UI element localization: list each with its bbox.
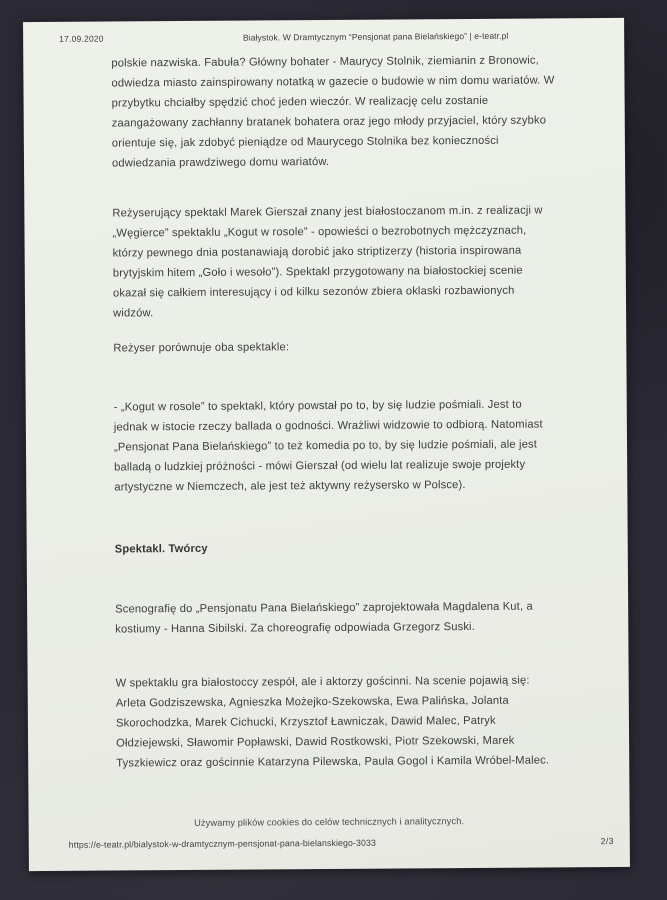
print-footer bbox=[69, 836, 614, 850]
article-paragraph-lead-in: Reżyser porównuje oba spektakle: bbox=[113, 341, 290, 355]
cookie-notice: Używamy plików cookies do celów technicznych i analitycznych. bbox=[194, 816, 465, 828]
document-page bbox=[23, 18, 630, 871]
article-paragraph-quote: - „Kogut w rosole” to spektakl, który powstał po to, by się ludzie pośmiali. Jest to jednak w istocie rzeczy ballada o godności. Wrażliwi widzowie to odbiorą. Natomiast „Pensjonat Pana Bielańskiego” to też komedia po to, by się ludzie pośmiali, ale jest balladą o ludzkiej próżności - mówi Gierszał (od wielu lat realizuje swoje projekty artystyczne w Niemczech, ale jest też aktywny reżysersko w Polsce). bbox=[113, 398, 543, 494]
article-paragraph-director: Reżyserujący spektakl Marek Gierszał znany jest białostoczanom m.in. z realizacji w „Węgierce” spektaklu „Kogut w rosole” - opowieści o bezrobotnych mężczyznach, którzy pewnego dnia postanawiają dorobić jako striptizerzy (historia inspirowana brytyjskim hitem „Goło i wesoło”). Spektakl przygotowany na białostockiej scenie okazał się całkiem interesujący i od kilku sezonów zbiera oklaski rozbawionych widzów. bbox=[112, 204, 543, 320]
print-date: 17.09.2020 bbox=[59, 33, 104, 44]
section-heading-creators: Spektakl. Twórcy bbox=[114, 542, 208, 556]
article-paragraph-plot: polskie nazwiska. Fabuła? Główny bohater - Maurycy Stolnik, ziemianin z Bronowic, odwiedza miasto zainspirowany notatką w gazecie o budowie w nim domu wariatów. W przybytku chciałby spędzić choć jeden wieczór. W realizację celu zostanie zaangażowany zachłanny bratanek bohatera oraz jego młody przyjaciel, który szybko orientuje się, jak zdobyć pieniądze od Maurycego Stolnika bez konieczności odwiedzania prawdziwego domu wariatów. bbox=[111, 54, 555, 170]
print-header bbox=[23, 26, 624, 48]
article-paragraph-cast: W spektaklu gra białostoccy zespół, ale i aktorzy gościnni. Na scenie pojawią się: Arleta Godziszewska, Agnieszka Możejko-Szekowska, Ewa Palińska, Jolanta Skorochodzka, Marek Cichucki, Krzysztof Ławniczak, Dawid Malec, Patryk Ołdziejewski, Sławomir Popławski, Dawid Rostkowski, Piotr Szekowski, Marek Tyszkiewicz oraz gościnnie Katarzyna Pilewska, Paula Gogol i Kamila Wróbel-Malec. bbox=[115, 674, 550, 770]
page-number: 2/3 bbox=[600, 836, 614, 847]
source-url: https://e-teatr.pl/bialystok-w-dramtycznym-pensjonat-pana-bielanskiego-3033 bbox=[68, 837, 377, 850]
article-paragraph-scenography: Scenografię do „Pensjonatu Pana Bielańskiego” zaprojektowała Magdalena Kut, a kostiumy - Hanna Sibilski. Za choreografię odpowiada Grzegorz Suski. bbox=[115, 600, 533, 636]
print-header-title: Białystok. W Dramtycznym “Pensjonat pana Bielańskiego” | e-teatr.pl bbox=[242, 30, 509, 43]
